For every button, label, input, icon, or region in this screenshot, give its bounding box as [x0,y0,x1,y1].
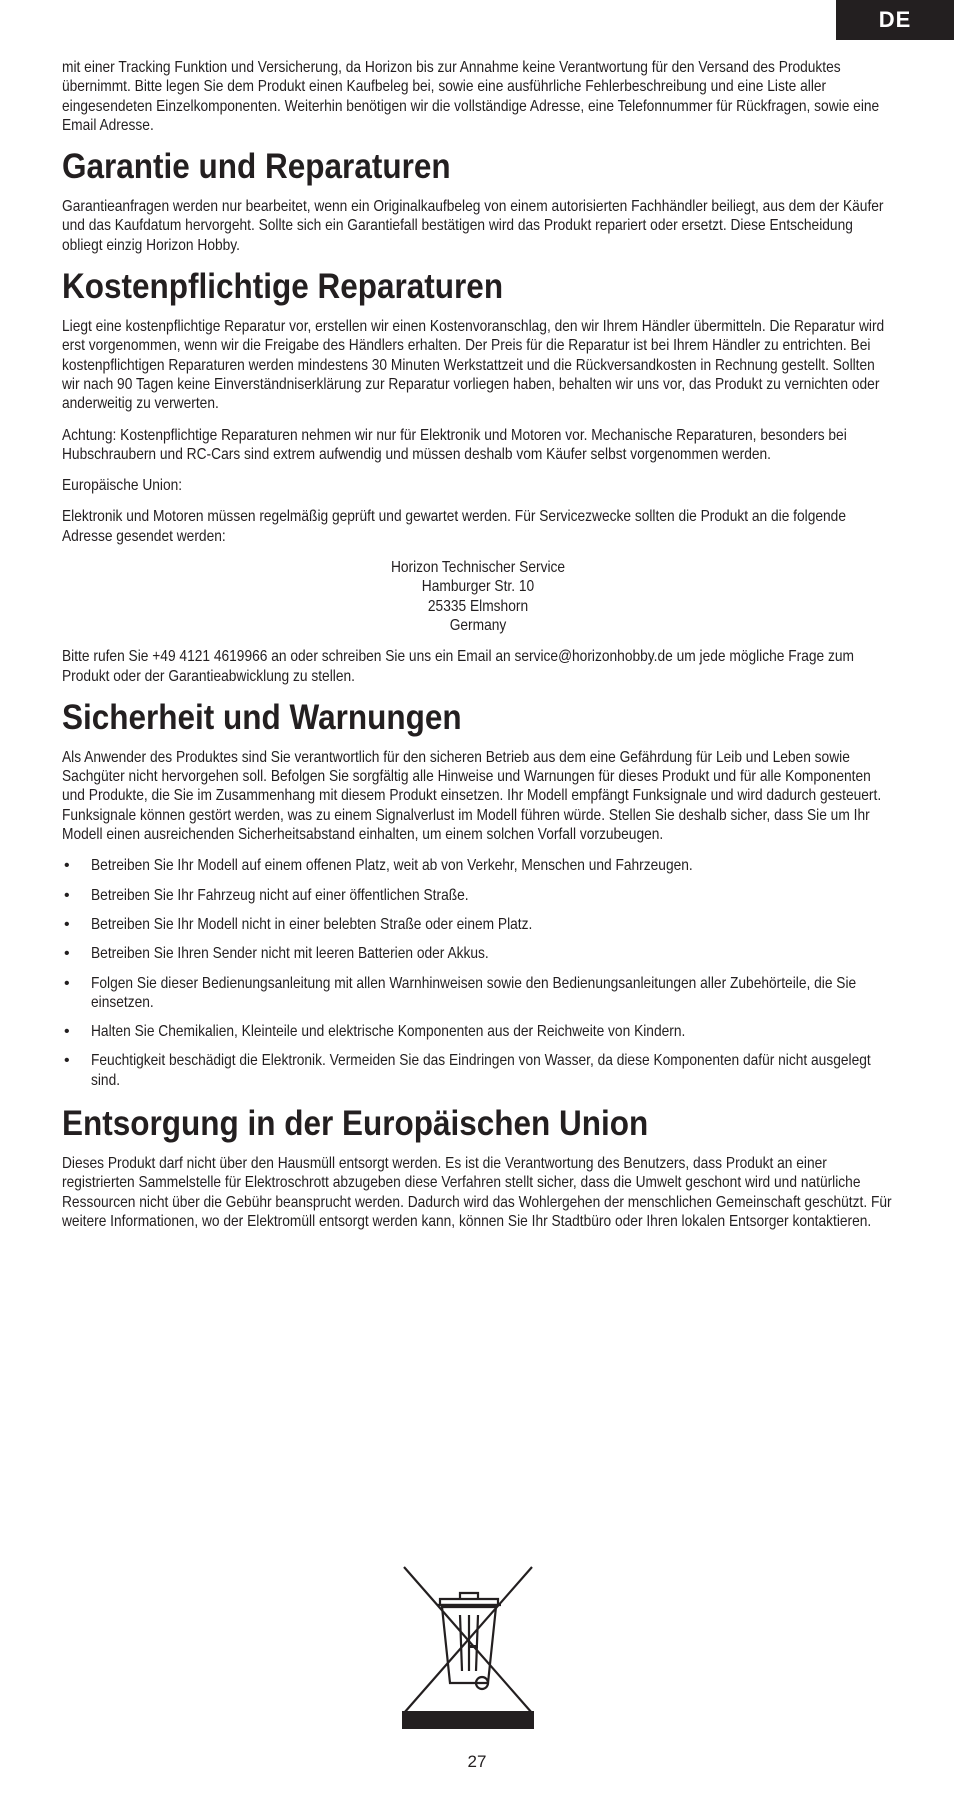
bullet-icon: • [64,1052,70,1070]
intro-paragraph: mit einer Tracking Funktion und Versicherung, da Horizon bis zur Annahme keine Verantwortung für den Versand des Produktes übernimmt. Bitte legen Sie dem Produkt einen Kaufbeleg bei, sowie eine ausführliche Fehlerbeschreibung und eine Liste aller eingesendeten Einzelkomponenten. Weiterhin benötigen wir die vollständige Adresse, eine Telefonnummer für Rückfragen, sowie eine Email Adresse. [62,59,880,134]
kosten-paragraph-2: Achtung: Kostenpflichtige Reparaturen nehmen wir nur für Elektronik und Motoren vor. Mechanische Reparaturen, besonders bei Hubschraubern und RC-Cars sind extrem aufwendig und müssen deshalb vom Käufer selbst vorgenommen werden. [62,426,847,463]
list-item-text: Betreiben Sie Ihr Fahrzeug nicht auf einer öffentlichen Straße. [91,886,469,904]
heading-garantie: Garantie und Reparaturen [62,147,451,187]
heading-entsorgung: Entsorgung in der Europäischen Union [62,1103,649,1143]
page-content [62,58,894,1243]
crossed-out-wheelie-bin-icon [402,1565,534,1729]
list-item [62,915,894,934]
kosten-paragraph-5: Bitte rufen Sie +49 4121 4619966 an oder schreiben Sie uns ein Email an service@horizonhobby.de um jede mögliche Frage zum Produkt oder der Garantieabwicklung zu stellen. [62,648,855,685]
bullet-icon: • [64,945,70,963]
address-line: Germany [449,616,507,634]
kosten-paragraph-4: Elektronik und Motoren müssen regelmäßig geprüft und gewartet werden. Für Servicezwecke sollten die Produkt an die folgende Adresse gesendet werden: [62,508,846,545]
list-item-text: Folgen Sie dieser Bedienungsanleitung mit allen Warnhinweisen sowie den Bedienungsanleitungen aller Zubehörteile, die Sie einsetzen. [91,974,857,1011]
page-number: 27 [467,1752,487,1771]
list-item-text: Betreiben Sie Ihren Sender nicht mit leeren Batterien oder Akkus. [91,945,489,963]
bullet-icon: • [64,915,70,933]
service-address [62,558,894,635]
bullet-icon: • [64,857,70,875]
list-item [62,944,894,963]
bullet-icon: • [64,886,70,904]
list-item-text: Halten Sie Chemikalien, Kleinteile und elektrische Komponenten aus der Reichweite von Kindern. [91,1023,686,1041]
list-item [62,1051,894,1090]
entsorgung-paragraph: Dieses Produkt darf nicht über den Hausmüll entsorgt werden. Es ist die Verantwortung des Benutzers, dass Produkt an einer registrierten Sammelstelle für Elektroschrott abzugeben diese Verfahren stellt sicher, dass die Umwelt geschont wird und natürliche Ressourcen nicht über die Gebühr beansprucht werden. Dadurch wird das Wohlergehen der menschlichen Gemeinschaft geschützt. Für weitere Informationen, wo der Elektromüll entsorgt werden kann, können Sie Ihr Stadtbüro oder Ihren lokalen Entsorger kontaktieren. [62,1154,892,1230]
heading-kostenpflichtige-reparaturen: Kostenpflichtige Reparaturen [62,267,504,307]
list-item-text: Betreiben Sie Ihr Modell auf einem offenen Platz, weit ab von Verkehr, Menschen und Fahrzeugen. [91,857,693,875]
address-line: 25335 Elmshorn [427,597,529,615]
garantie-paragraph: Garantieanfragen werden nur bearbeitet, wenn ein Originalkaufbeleg von einem autorisierten Fachhändler beiliegt, aus dem der Käufer und das Kaufdatum hervorgeht. Sollte sich ein Garantiefall bestätigen wird das Produkt repariert oder ersetzt. Diese Entscheidung obliegt einzig Horizon Hobby. [62,198,884,254]
sicherheit-paragraph: Als Anwender des Produktes sind Sie verantwortlich für den sicheren Betrieb aus dem eine Gefährdung für Leib und Leben sowie Sachgüter nicht hervorgehen soll. Befolgen Sie sorgfältig alle Hinweise und Warnungen für dieses Produkt und für alle Komponenten und Produkte, die Sie im Zusammenhang mit diesem Produkt einsetzen. Ihr Modell empfängt Funksignale und wird dadurch gesteuert. Funksignale können gestört werden, was zu einem Signalverlust im Modell führen würde. Stellen Sie deshalb sicher, dass Sie um Ihr Modell einen ausreichenden Sicherheitsabstand einhalten, um einem solchen Vorfall vorzubeugen. [62,748,882,844]
address-line: Horizon Technischer Service [390,559,566,577]
bullet-icon: • [64,1023,70,1041]
heading-sicherheit: Sicherheit und Warnungen [62,697,462,737]
safety-list [62,856,894,1090]
address-line: Hamburger Str. 10 [421,578,535,596]
list-item [62,1022,894,1041]
list-item [62,974,894,1013]
list-item-text: Betreiben Sie Ihr Modell nicht in einer belebten Straße oder einem Platz. [91,915,533,933]
bullet-icon: • [64,974,70,992]
list-item [62,856,894,875]
list-item-text: Feuchtigkeit beschädigt die Elektronik. Vermeiden Sie das Eindringen von Wasser, da diese Komponenten dafür nicht ausgelegt sind. [91,1052,871,1089]
language-tab: DE [836,0,954,40]
kosten-paragraph-3: Europäische Union: [62,477,183,495]
kosten-paragraph-1: Liegt eine kostenpflichtige Reparatur vor, erstellen wir einen Kostenvoranschlag, den wir Ihrem Händler übermitteln. Die Reparatur wird erst vorgenommen, wenn wir die Freigabe des Händlers erhalten. Der Preis für die Reparatur ist bei Ihrem Händler zu entrichten. Bei kostenpflichtigen Reparaturen werden mindestens 30 Minuten Werkstattzeit und die Rückversandkosten in Rechnung gestellt. Sollten wir nach 90 Tagen keine Einverständniserklärung zur Reparatur vorliegen haben, behalten wir uns vor, das Produkt zu vernichten oder anderweitig zu verwerten. [62,318,885,413]
list-item [62,886,894,905]
